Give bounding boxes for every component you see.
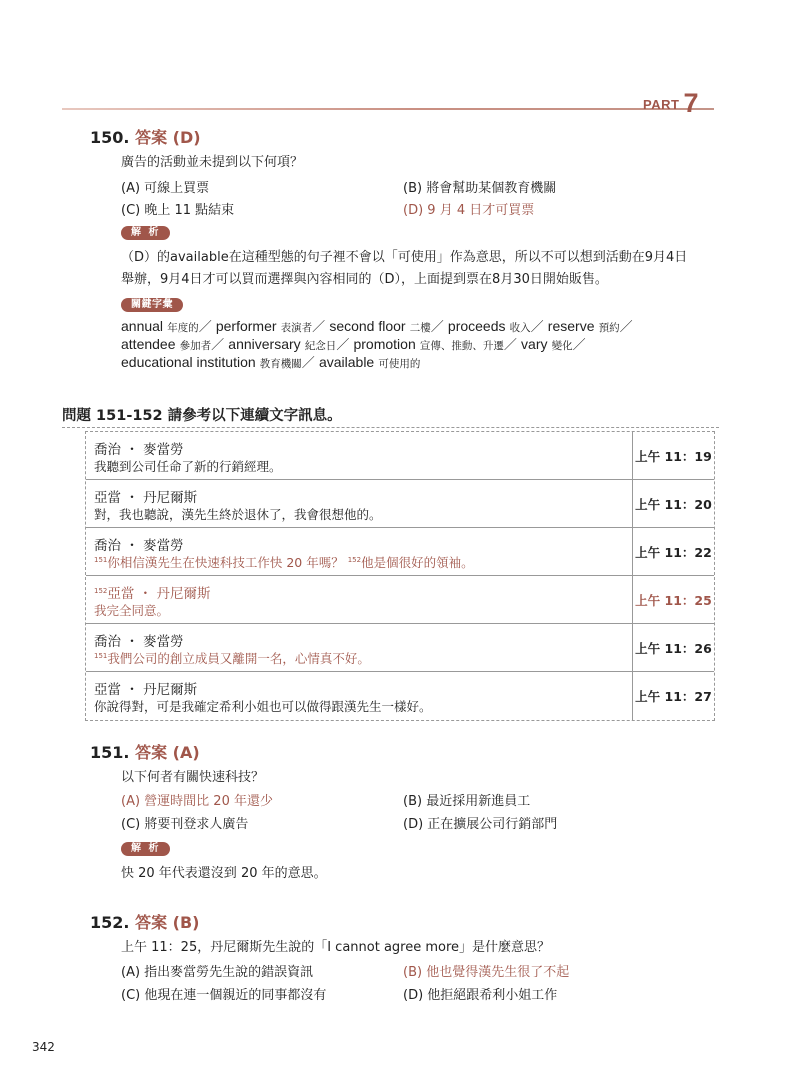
- q150-option-d: (D) 9 月 4 日才可買票: [403, 203, 535, 218]
- chat-time: 上午 11：22: [632, 528, 714, 575]
- chat-message: 對，我也聽說，漢先生終於退休了，我會很想他的。: [94, 507, 382, 522]
- chat-time: 上午 11：27: [632, 672, 714, 720]
- q152-option-a: (A) 指出麥當勞先生說的錯誤資訊: [121, 965, 314, 980]
- chat-sender: 亞當 ・ 丹尼爾斯: [94, 682, 198, 698]
- q152-answer: 答案 (B): [135, 913, 200, 932]
- q150-heading: 150. 答案 (D): [90, 128, 201, 147]
- q151-question: 以下何者有關快速科技？: [121, 770, 265, 785]
- chat-log: [85, 431, 715, 721]
- q151-option-c: (C) 將要刊登求人廣告: [121, 817, 249, 832]
- q152-option-b: (B) 他也覺得漢先生很了不起: [403, 965, 570, 980]
- q152-option-d: (D) 他拒絕跟希利小姐工作: [403, 988, 558, 1003]
- chat-row: [86, 528, 714, 576]
- q152-question: 上午 11：25，丹尼爾斯先生說的「I cannot agree more」是什麼意思？: [121, 940, 551, 955]
- part-number: 7: [683, 88, 699, 118]
- chat-message: $^{151}$我們公司的創立成員又離開一名，心情真不好。: [94, 651, 370, 666]
- chat-message: 我完全同意。: [94, 603, 170, 618]
- q151-analysis: 快 20 年代表還沒到 20 年的意思。: [121, 866, 327, 881]
- chat-message: $^{151}$你相信漢先生在快速科技工作快 20 年嗎？ $^{152}$他是個很好的領袖。: [94, 555, 474, 570]
- section-divider: [62, 427, 719, 428]
- chat-time: 上午 11：19: [632, 432, 714, 479]
- chat-row: [86, 672, 714, 720]
- chat-message: 你說得對，可是我確定希利小姐也可以做得跟漢先生一樣好。: [94, 699, 432, 714]
- part-label: PART 7: [643, 88, 699, 118]
- chat-sender: 喬治 ・ 麥當勞: [94, 538, 184, 554]
- chat-row: [86, 624, 714, 672]
- header-rule: [62, 108, 714, 110]
- chat-time: 上午 11：26: [632, 624, 714, 671]
- q151-option-d: (D) 正在擴展公司行銷部門: [403, 817, 558, 832]
- q150-option-c: (C) 晚上 11 點結束: [121, 203, 235, 218]
- q150-answer: 答案 (D): [135, 128, 201, 147]
- chat-time: 上午 11：20: [632, 480, 714, 527]
- section-title: 問題 151-152 請參考以下連續文字訊息。: [62, 408, 342, 424]
- q151-option-a: (A) 營運時間比 20 年還少: [121, 794, 273, 809]
- vocab-line-3: educational institution 教育機關／ available 可使用的: [121, 354, 421, 371]
- q151-answer: 答案 (A): [135, 743, 200, 762]
- chat-row: [86, 432, 714, 480]
- chat-row: [86, 576, 714, 624]
- q150-analysis-badge: 解 析: [121, 226, 170, 240]
- q150-option-b: (B) 將會幫助某個教育機關: [403, 181, 557, 196]
- q151-analysis-badge: 解 析: [121, 842, 170, 856]
- vocab-line-1: annual 年度的／ performer 表演者／ second floor 二樓／ proceeds 收入／ reserve 預約／: [121, 318, 633, 335]
- chat-message: 我聽到公司任命了新的行銷經理。: [94, 459, 282, 474]
- q151-option-b: (B) 最近採用新進員工: [403, 794, 531, 809]
- q150-question: 廣告的活動並未提到以下何項？: [121, 155, 304, 170]
- chat-row: [86, 480, 714, 528]
- vocab-line-2: attendee 參加者／ anniversary 紀念日／ promotion 宣傳、推動、升遷／ vary 變化／: [121, 336, 586, 353]
- chat-time: 上午 11：25: [632, 576, 714, 623]
- chat-sender: 亞當 ・ 丹尼爾斯: [94, 490, 198, 506]
- q152-heading: 152. 答案 (B): [90, 913, 200, 932]
- q150-analysis-line2: 舉辦，9月4日才可以買而選擇與內容相同的（D），上面提到票在8月30日開始販售。: [121, 272, 608, 287]
- chat-sender: $^{152}$亞當 ・ 丹尼爾斯: [94, 586, 211, 602]
- page-number: 342: [32, 1040, 55, 1054]
- q150-vocab-badge: 關鍵字彙: [121, 298, 183, 312]
- chat-sender: 喬治 ・ 麥當勞: [94, 442, 184, 458]
- chat-sender: 喬治 ・ 麥當勞: [94, 634, 184, 650]
- q152-option-c: (C) 他現在連一個親近的同事都沒有: [121, 988, 327, 1003]
- q150-option-a: (A) 可線上買票: [121, 181, 210, 196]
- q150-analysis-line1: （D）的available在這種型態的句子裡不會以「可使用」作為意思，所以不可以想到活動在9月4日: [121, 250, 688, 265]
- q151-heading: 151. 答案 (A): [90, 743, 200, 762]
